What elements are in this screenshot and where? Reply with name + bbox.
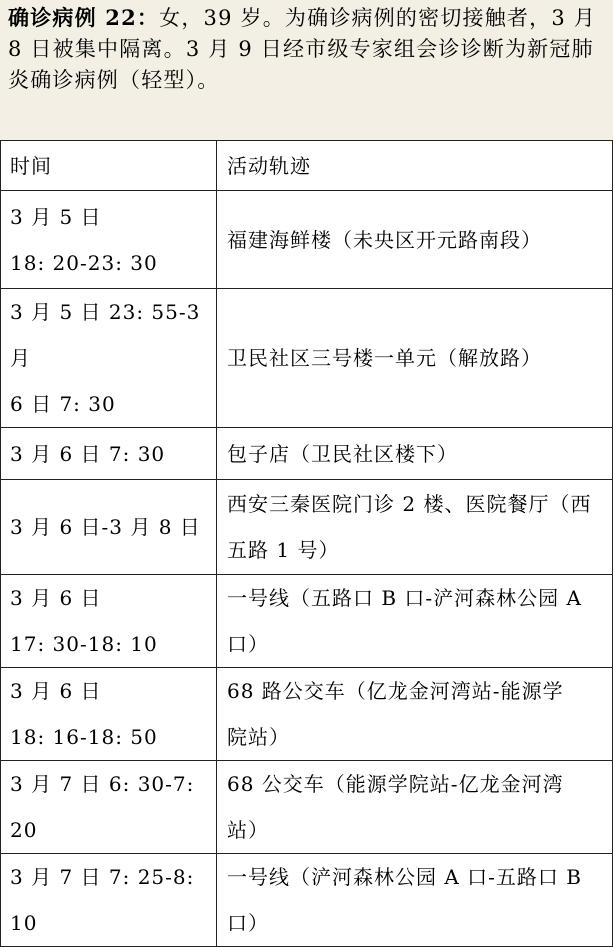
time-line: 3 月 6 日 bbox=[10, 679, 102, 703]
time-cell bbox=[1, 289, 217, 428]
time-cell bbox=[1, 480, 217, 575]
activity-line: 口） bbox=[227, 632, 269, 656]
activity-line: 卫民社区三号楼一单元（解放路） bbox=[227, 346, 542, 370]
time-cell bbox=[1, 854, 217, 947]
time-line: 3 月 6 日 7: 30 bbox=[10, 441, 166, 466]
table-row bbox=[1, 289, 613, 428]
table-row bbox=[1, 854, 613, 947]
activity-cell bbox=[217, 191, 613, 289]
time-line: 18: 16-18: 50 bbox=[10, 725, 158, 749]
time-line: 18: 20-23: 30 bbox=[10, 250, 158, 275]
activity-cell bbox=[217, 854, 613, 947]
activity-line: 包子店（卫民社区楼下） bbox=[227, 441, 458, 466]
table-row bbox=[1, 575, 613, 668]
activity-table bbox=[0, 140, 613, 947]
time-cell bbox=[1, 575, 217, 668]
activity-cell bbox=[217, 761, 613, 854]
time-line: 3 月 7 日 7: 25-8: 10 bbox=[10, 865, 195, 935]
time-line: 3 月 6 日-3 月 8 日 bbox=[10, 515, 201, 539]
activity-cell bbox=[217, 480, 613, 575]
table-row bbox=[1, 428, 613, 480]
time-cell bbox=[1, 761, 217, 854]
activity-line: 口） bbox=[227, 911, 269, 935]
header-activity: 活动轨迹 bbox=[217, 141, 613, 191]
table-row bbox=[1, 761, 613, 854]
time-line: 6 日 7: 30 bbox=[10, 392, 116, 416]
time-cell bbox=[1, 191, 217, 289]
activity-line: 一号线（浐河森林公园 A 口-五路口 B bbox=[227, 865, 582, 889]
table-row bbox=[1, 668, 613, 761]
case-title: 确诊病例 22： bbox=[8, 5, 160, 30]
activity-line: 五路 1 号） bbox=[227, 538, 340, 562]
table-row bbox=[1, 480, 613, 575]
activity-cell bbox=[217, 428, 613, 480]
time-line: 3 月 5 日 bbox=[10, 204, 102, 229]
case-text: 女，39 岁。为确诊病例的密切接触者，3 月 8 日被集中隔离。3 月 9 日经市级专家组会诊诊断为新冠肺炎确诊病例（轻型）。 bbox=[8, 6, 596, 92]
activity-cell bbox=[217, 575, 613, 668]
activity-cell bbox=[217, 668, 613, 761]
activity-line: 西安三秦医院门诊 2 楼、医院餐厅（西 bbox=[227, 492, 592, 516]
case-header bbox=[0, 0, 613, 141]
time-line: 17: 30-18: 10 bbox=[10, 632, 158, 656]
activity-line: 68 公交车（能源学院站-亿龙金河湾 bbox=[227, 772, 564, 796]
activity-line: 福建海鲜楼（未央区开元路南段） bbox=[227, 227, 542, 252]
header-time: 时间 bbox=[1, 141, 217, 191]
time-line: 3 月 6 日 bbox=[10, 586, 102, 610]
time-cell bbox=[1, 668, 217, 761]
time-line: 3 月 5 日 23: 55-3 月 bbox=[10, 300, 201, 370]
case-description bbox=[8, 2, 608, 96]
activity-cell bbox=[217, 289, 613, 428]
time-cell bbox=[1, 428, 217, 480]
table-header-row bbox=[1, 141, 613, 191]
table-row bbox=[1, 191, 613, 289]
activity-line: 68 路公交车（亿龙金河湾站-能源学 bbox=[227, 679, 564, 703]
activity-line: 站） bbox=[227, 818, 269, 842]
activity-line: 院站） bbox=[227, 725, 290, 749]
activity-line: 一号线（五路口 B 口-浐河森林公园 A bbox=[227, 586, 582, 610]
time-line: 3 月 7 日 6: 30-7: 20 bbox=[10, 772, 195, 842]
